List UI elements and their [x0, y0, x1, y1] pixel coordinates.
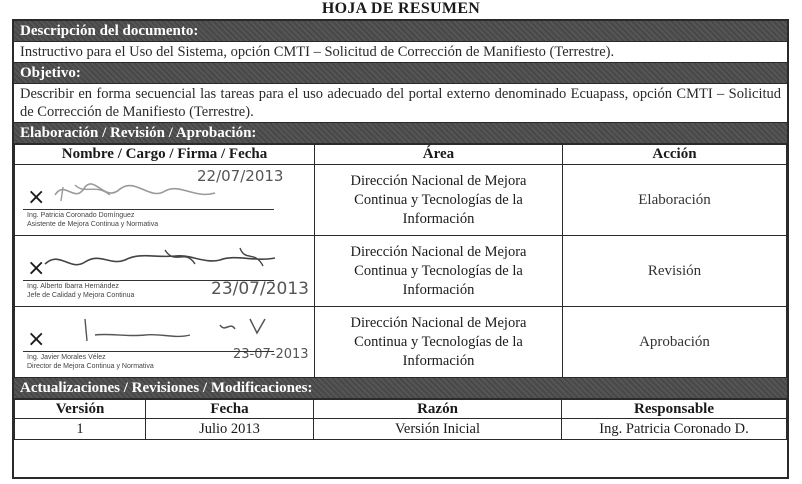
objective-text: Describir en forma secuencial las tareas para el uso adecuado del portal externo denominado Ecuapass, opción CMTI – Solicitud de Corrección de Manifiesto (Terrestre).	[14, 84, 787, 123]
approval-header-row	[15, 145, 787, 165]
column-header-reason: Razón	[314, 400, 562, 419]
signature-cell	[15, 307, 315, 378]
signature-cell	[15, 236, 315, 307]
date-cell: Julio 2013	[146, 419, 314, 440]
table-row	[15, 307, 787, 378]
area-line: Dirección Nacional de Mejora	[350, 243, 527, 260]
objective-heading: Objetivo:	[14, 63, 787, 84]
action-cell: Revisión	[563, 236, 787, 307]
signature-date: 22/07/2013	[197, 167, 284, 185]
column-header-area: Área	[315, 145, 563, 165]
signature-line	[23, 280, 274, 281]
column-header-version: Versión	[15, 400, 146, 419]
column-header-date: Fecha	[146, 400, 314, 419]
area-line: Dirección Nacional de Mejora	[350, 172, 527, 189]
signature-line	[23, 209, 274, 210]
responsible-cell: Ing. Patricia Coronado D.	[562, 419, 787, 440]
updates-table	[14, 399, 787, 440]
approval-heading: Elaboración / Revisión / Aprobación:	[14, 123, 787, 144]
signature-date: 23/07/2013	[211, 279, 309, 299]
area-line: Información	[402, 281, 475, 298]
signer-role: Jefe de Calidad y Mejora Continua	[27, 292, 135, 299]
signature-mark: ×	[27, 185, 46, 210]
area-cell	[315, 165, 563, 236]
approval-table	[14, 144, 787, 378]
area-line: Información	[402, 210, 475, 227]
signature-date: 23-07-2013	[233, 347, 309, 362]
signature-cell	[15, 165, 315, 236]
version-cell: 1	[15, 419, 146, 440]
area-line: Dirección Nacional de Mejora	[350, 314, 527, 331]
description-text: Instructivo para el Uso del Sistema, opción CMTI – Solicitud de Corrección de Manifiesto (Terrestre).	[14, 42, 787, 63]
column-header-responsible: Responsable	[562, 400, 787, 419]
table-row	[15, 419, 787, 440]
signer-name: Ing. Patricia Coronado Domínguez	[27, 212, 135, 219]
action-cell: Elaboración	[563, 165, 787, 236]
summary-document	[12, 19, 789, 479]
table-row	[15, 236, 787, 307]
column-header-name: Nombre / Cargo / Firma / Fecha	[15, 145, 315, 165]
signer-name: Ing. Javier Morales Vélez	[27, 354, 106, 361]
area-line: Continua y Tecnologías de la	[354, 333, 523, 350]
reason-cell: Versión Inicial	[314, 419, 562, 440]
column-header-action: Acción	[563, 145, 787, 165]
description-heading: Descripción del documento:	[14, 21, 787, 42]
area-cell	[315, 307, 563, 378]
area-line: Continua y Tecnologías de la	[354, 191, 523, 208]
updates-heading: Actualizaciones / Revisiones / Modificaciones:	[14, 378, 787, 399]
area-cell	[315, 236, 563, 307]
signature-line	[23, 351, 274, 352]
signature-mark: ×	[27, 327, 46, 352]
signer-role: Director de Mejora Continua y Normativa	[27, 363, 154, 370]
action-cell: Aprobación	[563, 307, 787, 378]
signer-name: Ing. Alberto Ibarra Hernández	[27, 283, 119, 290]
area-line: Información	[402, 352, 475, 369]
area-line: Continua y Tecnologías de la	[354, 262, 523, 279]
page-title: HOJA DE RESUMEN	[321, 0, 481, 17]
table-row	[15, 165, 787, 236]
signature-mark: ×	[27, 256, 46, 281]
signer-role: Asistente de Mejora Continua y Normativa	[27, 221, 159, 228]
updates-header-row	[15, 400, 787, 419]
